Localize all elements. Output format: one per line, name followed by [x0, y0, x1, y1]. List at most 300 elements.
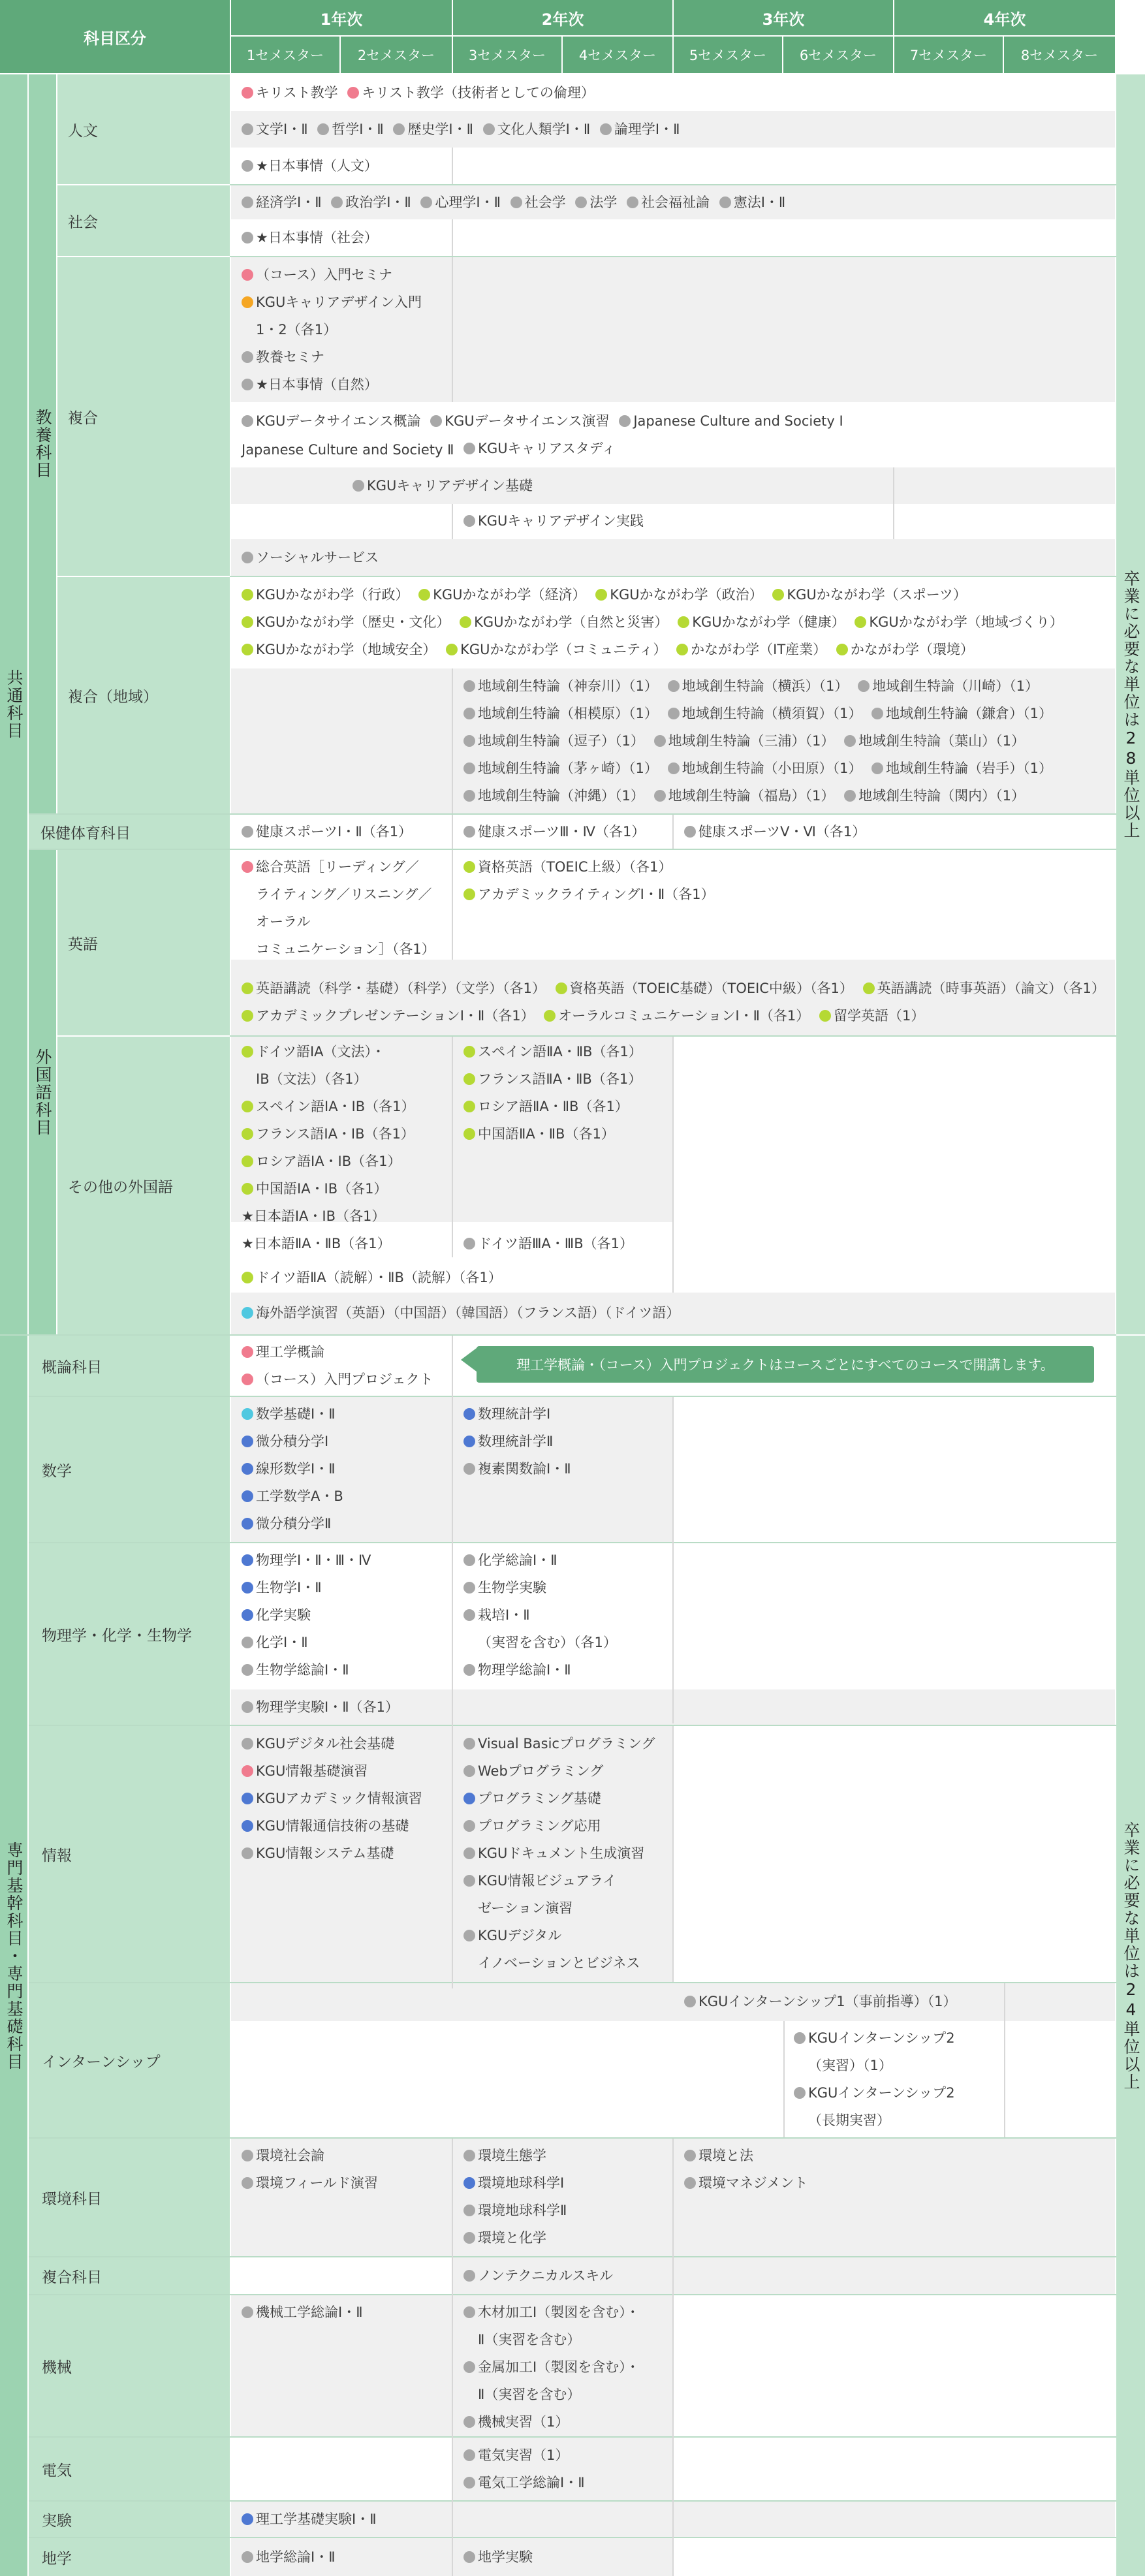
course: KGUかながわ学（行政） — [242, 581, 409, 608]
category-label: 情報 — [42, 1847, 72, 1864]
requirement-specialized-label: 卒業に必要な単位は24単位以上 — [1121, 1821, 1140, 2091]
regional-dot-icon — [446, 644, 458, 655]
course: 環境フィールド演習 — [242, 2169, 378, 2197]
elective-dot-icon — [242, 196, 253, 208]
course: 化学実験 — [242, 1601, 311, 1629]
category-label: 数学 — [42, 1462, 72, 1480]
elective-dot-icon — [619, 415, 631, 427]
course: 地域創生特論（川崎）（1） — [858, 672, 1039, 700]
course-row — [463, 1547, 563, 1575]
category-experiment — [29, 2502, 230, 2537]
course: ★日本事情（自然） — [242, 371, 378, 398]
elective-dot-icon — [242, 2551, 253, 2563]
course: KGUキャリアデザイン実践 — [463, 507, 644, 535]
divider — [29, 2537, 1116, 2538]
elective-dot-icon — [684, 826, 696, 838]
elective-dot-icon — [242, 552, 253, 563]
category-composite2 — [29, 2257, 230, 2294]
course-row — [242, 261, 398, 290]
course-row — [794, 2079, 960, 2108]
course-row — [242, 1038, 390, 1067]
course-row — [808, 2107, 890, 2134]
course-row — [242, 224, 383, 253]
category-label: インターンシップ — [42, 2053, 161, 2071]
col-separator — [452, 815, 453, 849]
course: 留学英語（1） — [819, 1002, 924, 1029]
course: KGUキャリアスタディ — [463, 435, 616, 462]
header-semester-3 — [453, 37, 561, 73]
course-row — [242, 1601, 316, 1630]
course-row — [463, 2224, 552, 2253]
elective-dot-icon — [463, 1609, 475, 1621]
course-row — [463, 755, 1058, 783]
category-electrical — [29, 2438, 230, 2500]
course-row — [256, 935, 435, 963]
course: 化学Ⅰ・Ⅱ — [242, 1629, 308, 1656]
category-label: 実験 — [42, 2512, 72, 2530]
elective-dot-icon — [463, 515, 475, 527]
divider — [29, 1396, 1116, 1397]
course-row — [353, 472, 538, 501]
course: KGU情報通信技術の基礎 — [242, 1812, 409, 1840]
elective-dot-icon — [242, 1490, 253, 1502]
course: 化学総論Ⅰ・Ⅱ — [463, 1547, 557, 1574]
course: 地域創生特論（沖縄）（1） — [463, 782, 644, 809]
col-separator — [672, 2139, 674, 2576]
group-specialized-label: 専門基幹科目・専門基礎科目 — [5, 1841, 24, 2071]
col-separator — [452, 850, 453, 960]
course-row — [242, 1202, 385, 1230]
course-row — [242, 581, 972, 610]
elective-dot-icon — [242, 1554, 253, 1566]
course-row — [242, 1455, 341, 1484]
elective-dot-icon — [844, 790, 856, 802]
elective-dot-icon — [463, 790, 475, 802]
course: 資格英語（TOEIC上級）（各1） — [463, 853, 672, 881]
elective-dot-icon — [353, 480, 364, 492]
course: KGUかながわ学（コミュニティ） — [446, 636, 667, 663]
course: 電気工学総論Ⅰ・Ⅱ — [463, 2469, 585, 2496]
course-row — [463, 1065, 647, 1094]
course-row — [242, 1629, 313, 1657]
course: 地域創生特論（横須賀）（1） — [668, 700, 862, 727]
course: 哲学Ⅰ・Ⅱ — [317, 116, 384, 143]
elective-dot-icon — [483, 123, 495, 135]
elective-dot-icon — [463, 2306, 475, 2318]
category-label: 社会 — [68, 213, 98, 231]
elective-dot-icon — [242, 232, 253, 243]
course: 環境マネジメント — [684, 2169, 808, 2197]
elective-dot-icon — [719, 196, 731, 208]
course: KGU情報システム基礎 — [242, 1840, 394, 1867]
elective-dot-icon — [242, 1010, 253, 1022]
course-row — [242, 1574, 327, 1603]
elective-dot-icon — [794, 2087, 806, 2099]
header-semester-5 — [674, 37, 782, 73]
course: 理工学概論 — [242, 1338, 324, 1366]
elective-dot-icon — [463, 1875, 475, 1887]
course-row — [794, 2024, 960, 2053]
course: ゼーション演習 — [478, 1900, 573, 1916]
header-semester-2 — [341, 37, 452, 73]
course-row — [463, 1785, 606, 1814]
course-row — [242, 1299, 685, 1328]
course: 地域創生特論（逗子）（1） — [463, 727, 644, 755]
course-row — [463, 2197, 572, 2225]
course-row — [463, 1230, 638, 1259]
elective-dot-icon — [242, 1609, 253, 1621]
course: （実習を含む）（各1） — [478, 1635, 617, 1650]
course: Japanese Culture and Society Ⅰ — [619, 407, 843, 435]
course: キリスト教学 — [242, 79, 338, 106]
course-row — [478, 1894, 572, 1922]
elective-dot-icon — [575, 196, 587, 208]
semester-label: 1セメスター — [246, 48, 324, 63]
course: ライティング／リスニング／ — [256, 887, 432, 902]
category-geology — [29, 2538, 230, 2576]
elective-dot-icon — [242, 351, 253, 363]
divider — [230, 576, 1116, 577]
col-separator — [452, 219, 453, 256]
course-row — [478, 1629, 617, 1656]
row-band — [231, 1983, 1115, 2021]
course-row — [684, 2169, 813, 2198]
course-row — [242, 2142, 330, 2171]
course: ロシア語ⅠA・ⅠB（各1） — [242, 1148, 401, 1175]
course: KGUかながわ学（歴史・文化） — [242, 608, 450, 636]
elective-dot-icon — [463, 1847, 475, 1859]
course: KGUキャリアデザイン入門 — [242, 289, 422, 316]
elective-dot-icon — [463, 2551, 475, 2563]
elective-dot-icon — [463, 708, 475, 719]
elective-dot-icon — [463, 888, 475, 900]
semester-label: 4セメスター — [578, 48, 657, 63]
course: KGUかながわ学（自然と災害） — [460, 608, 668, 636]
course-row — [242, 975, 1110, 1003]
course-row — [242, 1148, 407, 1176]
elective-dot-icon — [463, 2477, 475, 2489]
course: （コース）入門セミナ — [242, 261, 392, 289]
required-dot-icon — [347, 87, 359, 99]
elective-dot-icon — [600, 123, 612, 135]
elective-dot-icon — [242, 1408, 253, 1420]
header-year-1 — [231, 0, 452, 35]
course: 環境地球科学Ⅰ — [463, 2169, 564, 2197]
elective-dot-icon — [463, 762, 475, 774]
course: 地域創生特論（鎌倉）（1） — [871, 700, 1052, 727]
col-separator — [452, 1336, 453, 1988]
elective-dot-icon — [463, 735, 475, 747]
course-row — [463, 1038, 648, 1067]
group-common — [0, 74, 27, 1334]
course: フランス語ⅠA・ⅠB（各1） — [242, 1120, 415, 1148]
course: KGU情報基礎演習 — [242, 1757, 368, 1785]
course-row — [684, 1988, 962, 2017]
course: 心理学Ⅰ・Ⅱ — [420, 189, 501, 216]
semester-label: 2セメスター — [357, 48, 435, 63]
course: コミュニケーション］（各1） — [256, 941, 435, 957]
elective-dot-icon — [668, 680, 680, 692]
elective-dot-icon — [668, 708, 680, 719]
elective-dot-icon — [844, 735, 856, 747]
course-row — [684, 818, 871, 847]
course-row — [242, 1175, 393, 1204]
regional-dot-icon — [678, 616, 689, 628]
col-separator — [452, 2139, 453, 2576]
elective-dot-icon — [463, 1664, 475, 1676]
course-row — [242, 2169, 383, 2198]
divider — [230, 184, 1116, 185]
category-label: その他の外国語 — [68, 1178, 173, 1196]
course: ノンテクニカルスキル — [463, 2262, 613, 2289]
course-row — [256, 881, 431, 908]
course: KGUインターンシップ1（事前指導）（1） — [684, 1988, 956, 2015]
category-label: 地学 — [42, 2550, 72, 2568]
note-callout — [477, 1346, 1094, 1383]
course-row — [463, 2543, 538, 2572]
course-row — [478, 1949, 640, 1977]
course-row — [463, 1656, 576, 1685]
regional-dot-icon — [418, 589, 430, 601]
course-row — [463, 1757, 608, 1786]
course-row — [463, 1922, 567, 1951]
category-label: 電気 — [42, 2462, 72, 2479]
course-row — [242, 343, 330, 372]
course: 健康スポーツⅢ・Ⅳ（各1） — [463, 818, 645, 845]
elective-dot-icon — [242, 1582, 253, 1594]
category-label: 物理学・化学・生物学 — [42, 1627, 192, 1644]
header-year-4 — [894, 0, 1115, 35]
course: 地域創生特論（関内）（1） — [844, 782, 1025, 809]
course-row — [242, 289, 427, 317]
elective-dot-icon — [463, 2270, 475, 2282]
note-text: 理工学概論・（コース）入門プロジェクトはコースごとにすべてのコースで開講します。 — [516, 1357, 1054, 1373]
regional-dot-icon — [836, 644, 848, 655]
required-dot-icon — [242, 87, 253, 99]
course: ★日本語ⅠA・ⅠB（各1） — [242, 1208, 386, 1224]
elective-dot-icon — [463, 1073, 475, 1085]
course: プログラミング基礎 — [463, 1785, 601, 1812]
course: 健康スポーツⅠ・Ⅱ（各1） — [242, 818, 412, 845]
course-row — [463, 700, 1058, 729]
course: 法学 — [575, 189, 617, 216]
course: KGUかながわ学（地域安全） — [242, 636, 436, 663]
course: Ⅱ（実習を含む） — [478, 2387, 581, 2402]
category-environment — [29, 2139, 230, 2256]
course-row — [242, 544, 384, 573]
course-row — [242, 116, 685, 144]
course: 生物学総論Ⅰ・Ⅱ — [242, 1656, 349, 1684]
course: KGUかながわ学（健康） — [678, 608, 845, 636]
group-foreign-label: 外国語科目 — [33, 1048, 52, 1137]
year-label: 3年次 — [762, 10, 805, 29]
course-row — [242, 1093, 420, 1122]
course-row — [242, 1840, 399, 1868]
elective-dot-icon — [684, 2150, 696, 2161]
course: 微分積分学Ⅱ — [242, 1510, 331, 1537]
course: KGUデジタル — [463, 1922, 561, 1949]
course-row — [463, 1601, 535, 1630]
course-row — [463, 1120, 620, 1149]
course: 文学Ⅰ・Ⅱ — [242, 116, 308, 143]
elective-dot-icon — [242, 1128, 253, 1140]
elective-dot-icon — [510, 196, 522, 208]
col-separator — [672, 1397, 674, 1723]
elective-dot-icon — [463, 2150, 475, 2161]
course: 地域創生特論（小田原）（1） — [668, 755, 862, 782]
divider — [29, 1542, 1116, 1543]
course-row — [463, 1093, 634, 1122]
elective-dot-icon — [242, 1183, 253, 1195]
elective-dot-icon — [819, 1010, 831, 1022]
course: キリスト教学（技術者としての倫理） — [347, 79, 595, 106]
elective-dot-icon — [684, 2177, 696, 2189]
course: KGUインターンシップ2 — [794, 2079, 955, 2107]
course-row — [463, 2469, 590, 2498]
course: 中国語ⅡA・ⅡB（各1） — [463, 1120, 615, 1148]
elective-dot-icon — [242, 1463, 253, 1475]
course: 経済学Ⅰ・Ⅱ — [242, 189, 322, 216]
course: ⅠB（文法）（各1） — [256, 1071, 368, 1087]
course: 金属加工Ⅰ（製図を含む）・ — [463, 2353, 640, 2381]
required-dot-icon — [242, 269, 253, 281]
semester-label: 5セメスター — [689, 48, 767, 63]
elective-dot-icon — [794, 2032, 806, 2044]
requirement-specialized — [1116, 1336, 1145, 2576]
course: 地域創生特論（葉山）（1） — [844, 727, 1025, 755]
course: 工学数学A・B — [242, 1483, 343, 1510]
col-separator — [893, 467, 894, 539]
elective-dot-icon — [463, 1238, 475, 1249]
course: 憲法Ⅰ・Ⅱ — [719, 189, 786, 216]
required-dot-icon — [242, 1374, 253, 1385]
category-mechanical — [29, 2295, 230, 2436]
course: 総合英語［リーディング／ — [242, 853, 419, 881]
course: 生物学Ⅰ・Ⅱ — [242, 1574, 322, 1601]
course-row — [463, 727, 1030, 756]
elective-dot-icon — [463, 2232, 475, 2244]
course: かながわ学（IT産業） — [676, 636, 826, 663]
course-row — [242, 1510, 336, 1539]
course-row — [242, 2299, 368, 2327]
course-row — [242, 1366, 439, 1394]
header-category — [0, 0, 230, 73]
course-row — [463, 2169, 569, 2198]
course: Visual Basicプログラミング — [463, 1730, 655, 1757]
required-dot-icon — [242, 1346, 253, 1358]
course-row — [242, 1757, 373, 1786]
course-row — [242, 1656, 354, 1685]
course: 海外語学演習（英語）（中国語）（韓国語）（フランス語）（ドイツ語） — [242, 1299, 680, 1327]
course: ★日本事情（人文） — [242, 152, 378, 180]
regional-dot-icon — [676, 644, 688, 655]
course-row — [242, 608, 1069, 637]
elective-dot-icon — [684, 1996, 696, 2007]
semester-label: 7セメスター — [909, 48, 988, 63]
elective-dot-icon — [242, 1793, 253, 1804]
elective-dot-icon — [871, 762, 883, 774]
course: 線形数学Ⅰ・Ⅱ — [242, 1455, 336, 1483]
elective-dot-icon — [463, 1765, 475, 1777]
course-row — [463, 1730, 661, 1759]
course: 物理学総論Ⅰ・Ⅱ — [463, 1656, 571, 1684]
elective-dot-icon — [463, 826, 475, 838]
course-row — [242, 1338, 330, 1367]
course-row — [478, 2326, 580, 2353]
course-row — [463, 1812, 606, 1841]
category-other-lang — [57, 1037, 230, 1334]
elective-dot-icon — [242, 1436, 253, 1447]
course: オーラル — [256, 914, 311, 930]
elective-dot-icon — [463, 1436, 475, 1447]
course: 文化人類学Ⅰ・Ⅱ — [483, 116, 591, 143]
course-row — [478, 2381, 580, 2408]
elective-dot-icon — [242, 379, 253, 390]
elective-dot-icon — [242, 1307, 253, 1319]
course: 1・2（各1） — [256, 322, 337, 338]
course: 地域創生特論（福島）（1） — [654, 782, 835, 809]
course-row — [256, 1065, 367, 1093]
header-category-label: 科目区分 — [84, 29, 146, 48]
divider — [29, 1982, 1116, 1983]
course: 生物学実験 — [463, 1574, 546, 1601]
category-intro — [29, 1336, 230, 1396]
course: 物理学Ⅰ・Ⅱ・Ⅲ・Ⅳ — [242, 1547, 371, 1574]
course: （実習）（1） — [808, 2058, 892, 2073]
course: 歴史学Ⅰ・Ⅱ — [393, 116, 473, 143]
elective-dot-icon — [463, 2449, 475, 2461]
required-dot-icon — [242, 861, 253, 873]
header-semester-6 — [783, 37, 893, 73]
divider — [29, 2500, 1116, 2502]
course: 英語講読（科学・基礎）（科学）（文学）（各1） — [242, 975, 546, 1002]
regional-dot-icon — [595, 589, 607, 601]
category-society — [57, 185, 230, 256]
course: 数理統計学Ⅰ — [463, 1400, 550, 1428]
divider — [29, 849, 1116, 850]
course: （長期実習） — [808, 2113, 890, 2128]
course-row — [242, 2543, 341, 2572]
category-label: 保健体育科目 — [40, 825, 131, 842]
course: KGU情報ビジュアライ — [463, 1867, 616, 1894]
category-physics — [29, 1543, 230, 1725]
year-label: 2年次 — [541, 10, 584, 29]
elective-dot-icon — [463, 861, 475, 873]
course: 地域創生特論（神奈川）（1） — [463, 672, 658, 700]
elective-dot-icon — [242, 2513, 253, 2525]
course: 栽培Ⅰ・Ⅱ — [463, 1601, 530, 1629]
course: 地学総論Ⅰ・Ⅱ — [242, 2543, 336, 2571]
course-row — [242, 818, 417, 847]
course-row — [242, 636, 979, 665]
course: KGUデータサイエンス概論 — [242, 407, 420, 435]
course-row — [242, 371, 383, 400]
course: 地域創生特論（三浦）（1） — [654, 727, 835, 755]
elective-dot-icon — [463, 2416, 475, 2428]
course: 環境と法 — [684, 2142, 753, 2169]
course-row — [242, 1120, 420, 1149]
course: 環境地球科学Ⅱ — [463, 2197, 567, 2224]
requirement-common — [1116, 74, 1145, 1334]
elective-dot-icon — [242, 1637, 253, 1648]
col-separator — [783, 2021, 785, 2137]
header-year-3 — [674, 0, 893, 35]
elective-dot-icon — [242, 2306, 253, 2318]
course: プログラミング応用 — [463, 1812, 601, 1840]
category-internship — [29, 1983, 230, 2137]
course: 数理統計学Ⅱ — [463, 1428, 553, 1455]
course: ドイツ語ⅡA（読解）・ⅡB（読解）（各1） — [242, 1264, 502, 1291]
